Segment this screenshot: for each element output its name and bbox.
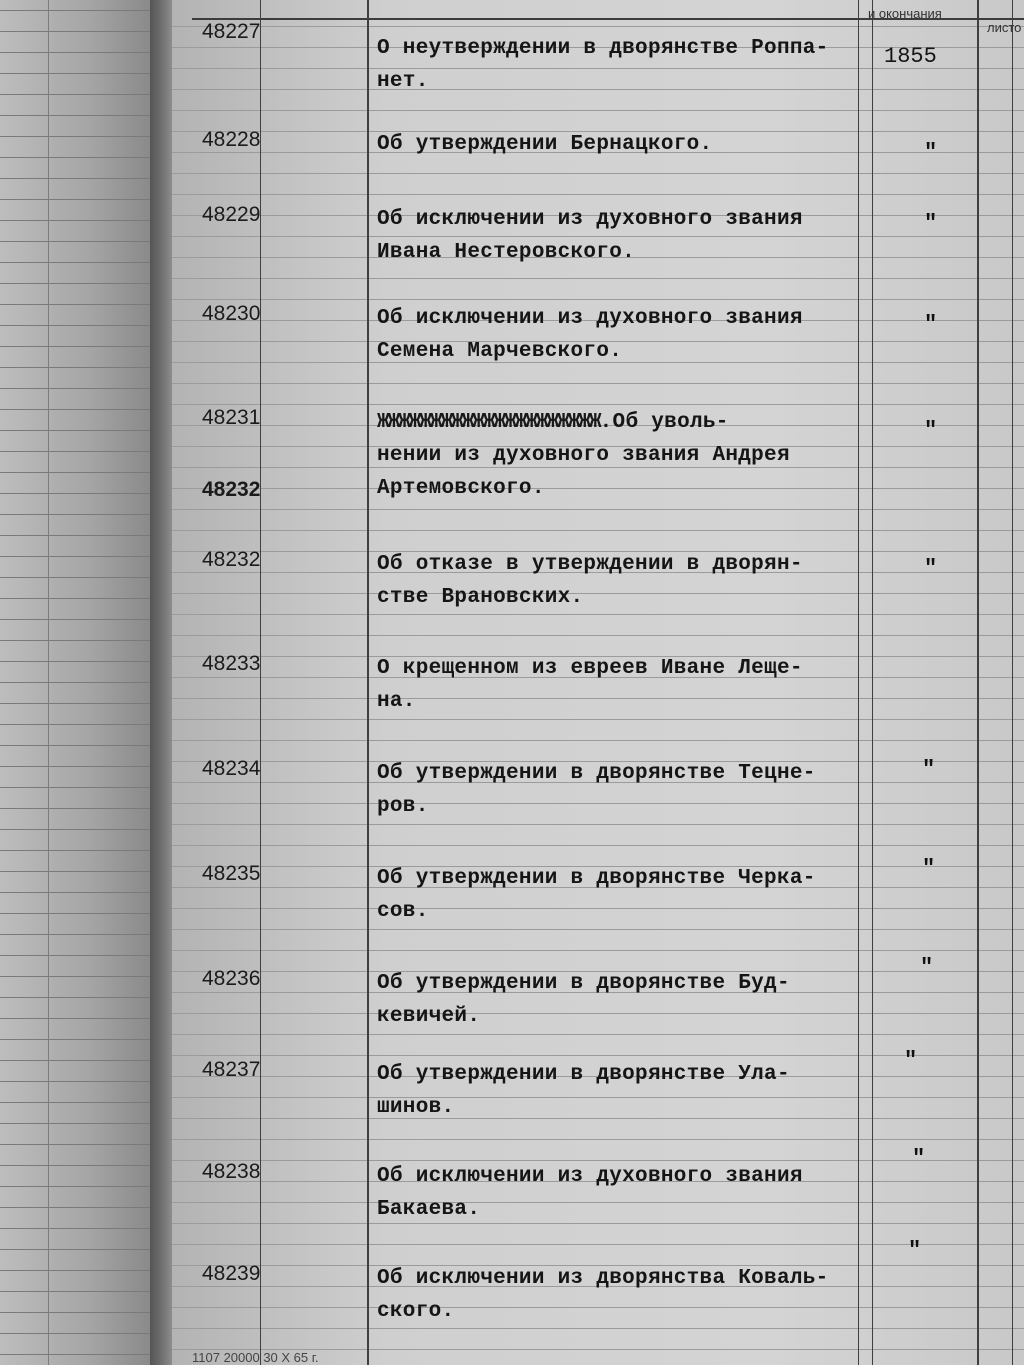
date-1855: 1855 — [884, 44, 937, 69]
facing-ruled-line — [0, 409, 150, 410]
last-column-line — [1012, 0, 1013, 1365]
facing-ruled-line — [0, 682, 150, 683]
ruled-line — [172, 929, 1024, 930]
facing-ruled-line — [0, 283, 150, 284]
ditto-mark: " — [922, 757, 936, 782]
facing-ruled-line — [0, 346, 150, 347]
case-number: 48231 — [202, 406, 261, 429]
facing-ruled-line — [0, 220, 150, 221]
case-title: Об исключении из духовного звания Семена Марчевского. — [377, 307, 803, 363]
facing-ruled-line — [0, 598, 150, 599]
facing-ruled-line — [0, 871, 150, 872]
ruled-line — [172, 26, 1024, 27]
date-column-line-b — [872, 0, 873, 1365]
facing-ruled-line — [0, 1081, 150, 1082]
ruled-line — [172, 1055, 1024, 1056]
ditto-mark: " — [924, 140, 938, 165]
facing-ruled-line — [0, 1060, 150, 1061]
case-number: 48228 — [202, 128, 261, 151]
facing-ruled-line — [0, 514, 150, 515]
facing-ruled-line — [0, 829, 150, 830]
case-title: Об утверждении Бернацкого. — [377, 133, 713, 156]
facing-ruled-line — [0, 976, 150, 977]
facing-ruled-line — [0, 745, 150, 746]
facing-ruled-line — [0, 892, 150, 893]
facing-ruled-line — [0, 1123, 150, 1124]
ruled-line — [172, 404, 1024, 405]
facing-ruled-line — [0, 934, 150, 935]
facing-ruled-line — [0, 577, 150, 578]
case-title — [377, 406, 867, 505]
facing-ruled-line — [0, 1354, 150, 1355]
facing-ruled-line — [0, 10, 150, 11]
ruled-line — [172, 824, 1024, 825]
facing-ruled-line — [0, 472, 150, 473]
ruled-line — [172, 719, 1024, 720]
ruled-line — [172, 1034, 1024, 1035]
facing-ruled-line — [0, 787, 150, 788]
facing-ruled-line — [0, 367, 150, 368]
title-column-line — [367, 0, 369, 1365]
case-number: 48239 — [202, 1262, 261, 1285]
case-title: Об исключении из духовного звания Бакаева. — [377, 1165, 803, 1221]
facing-ruled-line — [0, 1165, 150, 1166]
facing-ruled-line — [0, 1018, 150, 1019]
facing-ruled-line — [0, 703, 150, 704]
facing-ruled-line — [0, 913, 150, 914]
ruled-line — [172, 194, 1024, 195]
ditto-mark: " — [904, 1048, 918, 1073]
facing-ruled-line — [0, 199, 150, 200]
case-title: О крещенном из евреев Иване Лещe- на. — [377, 657, 803, 713]
facing-ruled-line — [0, 136, 150, 137]
ruled-line — [172, 299, 1024, 300]
ruled-line — [172, 845, 1024, 846]
print-footer: 1107 20000 30 X 65 г. — [192, 1350, 319, 1365]
facing-ruled-line — [0, 1144, 150, 1145]
facing-ruled-line — [0, 619, 150, 620]
ditto-mark: " — [924, 211, 938, 236]
facing-ruled-line — [0, 808, 150, 809]
ditto-mark: " — [924, 418, 938, 443]
facing-ruled-line — [0, 997, 150, 998]
ruled-line — [172, 1139, 1024, 1140]
facing-ruled-line — [0, 850, 150, 851]
ruled-line — [172, 509, 1024, 510]
ruled-line — [172, 530, 1024, 531]
case-number: 48238 — [202, 1160, 261, 1183]
ditto-mark: " — [920, 955, 934, 980]
facing-ruled-line — [0, 493, 150, 494]
facing-ruled-line — [0, 52, 150, 53]
ruled-line — [172, 383, 1024, 384]
ditto-mark: " — [908, 1238, 922, 1263]
ruled-line — [172, 740, 1024, 741]
ruled-line — [172, 1244, 1024, 1245]
ruled-line — [172, 173, 1024, 174]
facing-ruled-line — [0, 157, 150, 158]
facing-ruled-line — [0, 1312, 150, 1313]
header-end-date: и окончания — [868, 6, 942, 21]
facing-ruled-line — [0, 766, 150, 767]
facing-ruled-line — [0, 31, 150, 32]
facing-ruled-line — [0, 535, 150, 536]
register-page — [172, 0, 1024, 1365]
facing-ruled-line — [0, 1333, 150, 1334]
case-number: 48237 — [202, 1058, 261, 1081]
case-number: 48227 — [202, 20, 261, 43]
case-title: Об исключении из дворянства Коваль- ского. — [377, 1267, 829, 1323]
case-title: Об утверждении в дворянстве Ула- шинов. — [377, 1063, 790, 1119]
facing-ruled-line — [0, 556, 150, 557]
case-number: 48229 — [202, 203, 261, 226]
facing-ruled-line — [0, 1039, 150, 1040]
struck-case-number: 48232 — [202, 478, 261, 501]
facing-ruled-line — [0, 1102, 150, 1103]
facing-ruled-line — [0, 1228, 150, 1229]
case-title: О неутверждении в дворянстве Роппа- нет. — [377, 37, 829, 93]
facing-ruled-line — [0, 262, 150, 263]
facing-ruled-line — [0, 661, 150, 662]
case-title-text: .Об уволь- нении из духовного звания Андрея Артемовского. — [377, 411, 790, 500]
case-number: 48234 — [202, 757, 261, 780]
facing-ruled-line — [0, 1291, 150, 1292]
ruled-line — [172, 110, 1024, 111]
case-title: Об утверждении в дворянстве Буд- кевичей. — [377, 972, 790, 1028]
ruled-line — [172, 950, 1024, 951]
ditto-mark: " — [924, 556, 938, 581]
facing-ruled-line — [0, 955, 150, 956]
ditto-mark: " — [912, 1146, 926, 1171]
ruled-line — [172, 635, 1024, 636]
case-number: 48235 — [202, 862, 261, 885]
sheets-column-line — [977, 0, 979, 1365]
facing-ruled-line — [0, 73, 150, 74]
ruled-line — [172, 278, 1024, 279]
ruled-line — [172, 1328, 1024, 1329]
facing-ruled-line — [0, 94, 150, 95]
facing-ruled-line — [0, 304, 150, 305]
facing-ruled-line — [0, 178, 150, 179]
facing-ruled-line — [0, 388, 150, 389]
facing-ruled-line — [0, 115, 150, 116]
case-title: Об утверждении в дворянстве Черка- сов. — [377, 867, 816, 923]
header-sheets: листо — [987, 20, 1022, 35]
case-number: 48232 — [202, 548, 261, 571]
case-number: 48230 — [202, 302, 261, 325]
facing-ruled-line — [0, 241, 150, 242]
case-number: 48236 — [202, 967, 261, 990]
facing-ruled-line — [0, 724, 150, 725]
facing-ruled-line — [0, 451, 150, 452]
book-gutter — [150, 0, 172, 1365]
ditto-mark: " — [922, 856, 936, 881]
facing-ruled-line — [0, 430, 150, 431]
facing-ruled-line — [0, 1186, 150, 1187]
ruled-line — [172, 614, 1024, 615]
case-title: Об исключении из духовного звания Ивана Нестеровского. — [377, 208, 803, 264]
ditto-mark: " — [924, 312, 938, 337]
struck-text: ЖЖЖЖЖЖЖЖЖЖЖЖЖЖЖЖЖЖЖЖЖ — [377, 411, 600, 434]
case-title: Об утверждении в дворянстве Тецне- ров. — [377, 762, 816, 818]
facing-ruled-line — [0, 1207, 150, 1208]
facing-page — [0, 0, 150, 1365]
facing-ruled-line — [0, 1270, 150, 1271]
facing-ruled-line — [0, 640, 150, 641]
facing-ruled-line — [0, 325, 150, 326]
case-number: 48233 — [202, 652, 261, 675]
facing-ruled-line — [0, 1249, 150, 1250]
case-title: Об отказе в утверждении в дворян- стве Врановских. — [377, 553, 803, 609]
